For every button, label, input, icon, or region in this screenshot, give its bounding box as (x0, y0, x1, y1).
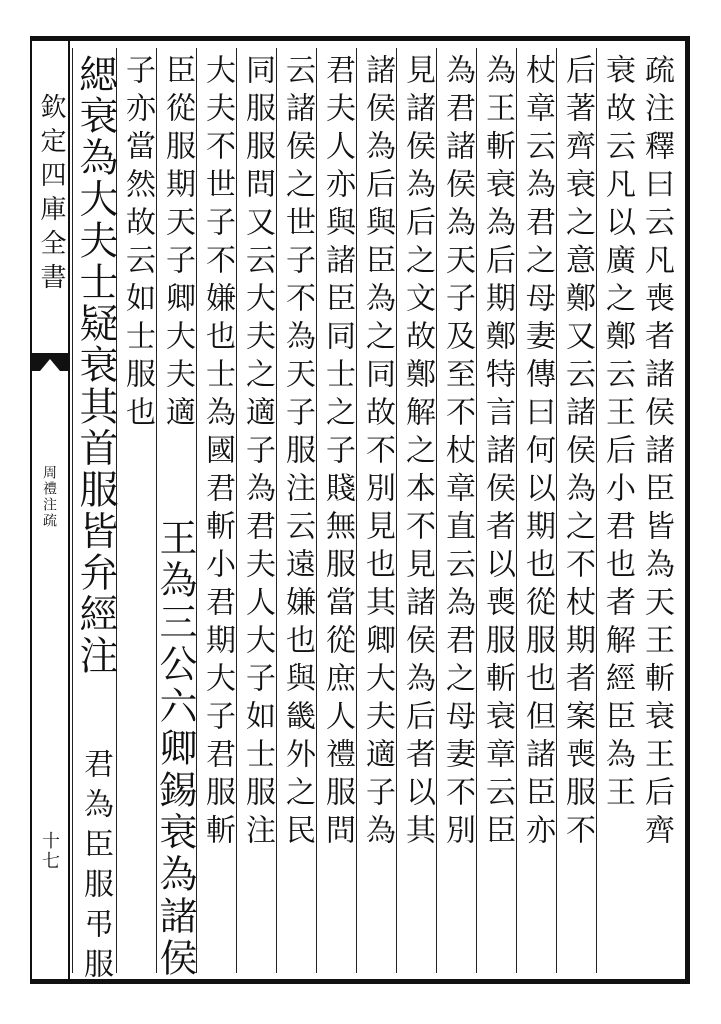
fish-tail-mark (32, 353, 68, 371)
text-column-3 (556, 48, 596, 973)
text-column-5 (476, 48, 516, 973)
page-number: 十七 (39, 831, 60, 871)
text-column-8 (356, 48, 396, 973)
column-text: 君夫人亦與諸臣同士之子賤無服當從庶人禮服問 (320, 54, 355, 852)
column-text: 見諸侯為后之文故鄭解之本不見諸侯為后者以其 (400, 54, 435, 852)
column-text: 衰故云凡以廣之鄭云王后小君也者解經臣為王 (600, 54, 635, 814)
column-text: 臣從服期天子卿大夫適 (160, 54, 195, 434)
column-text: 子亦當然故云如士服也 (120, 54, 155, 434)
column-main-text: 緦衰為大夫士疑衰其首服皆弁經注 (73, 54, 118, 677)
text-column-12 (196, 48, 236, 973)
text-column-4 (516, 48, 556, 973)
collection-title: 欽定四庫全書 (36, 93, 66, 297)
text-column-14 (116, 48, 156, 973)
column-text: 大夫不世子不嫌也士為國君斬小君期大子君服斬 (200, 54, 235, 852)
column-text: 云諸侯之世子不為天子服注云遠嫌也與畿外之民 (280, 54, 315, 852)
column-text: 為君諸侯為天子及至不杖章直云為君之母妻不別 (440, 54, 475, 852)
text-column-7 (396, 48, 436, 973)
text-column-2 (596, 48, 636, 973)
side-margin (32, 41, 70, 979)
column-text: 疏注釋曰云凡喪者諸侯諸臣皆為天王斬衰王后齊 (639, 54, 674, 852)
book-title: 周禮注疏 (41, 465, 57, 529)
column-text: 杖章云為君之母妻傳曰何以期也從服也但諸臣亦 (520, 54, 555, 852)
column-note-text: 君為臣服弔服 (78, 748, 113, 988)
text-column-15 (72, 48, 118, 988)
text-column-13 (153, 48, 197, 980)
column-text: 諸侯為后與臣為之同故不別見也其卿大夫適子為 (360, 54, 395, 852)
text-column-9 (316, 48, 356, 973)
column-text: 為王斬衰為后期鄭特言諸侯者以喪服斬衰章云臣 (480, 54, 515, 852)
column-main-text: 王為三公六卿錫衰為諸侯 (153, 518, 197, 980)
text-column-6 (436, 48, 476, 973)
column-text: 后著齊衰之意鄭又云諸侯為之不杖期者案喪服不 (560, 54, 595, 852)
column-text: 同服服問又云大夫之適子為君夫人大子如士服注 (240, 54, 275, 852)
text-column-11 (236, 48, 276, 973)
text-column-1 (636, 48, 676, 973)
text-column-10 (276, 48, 316, 973)
